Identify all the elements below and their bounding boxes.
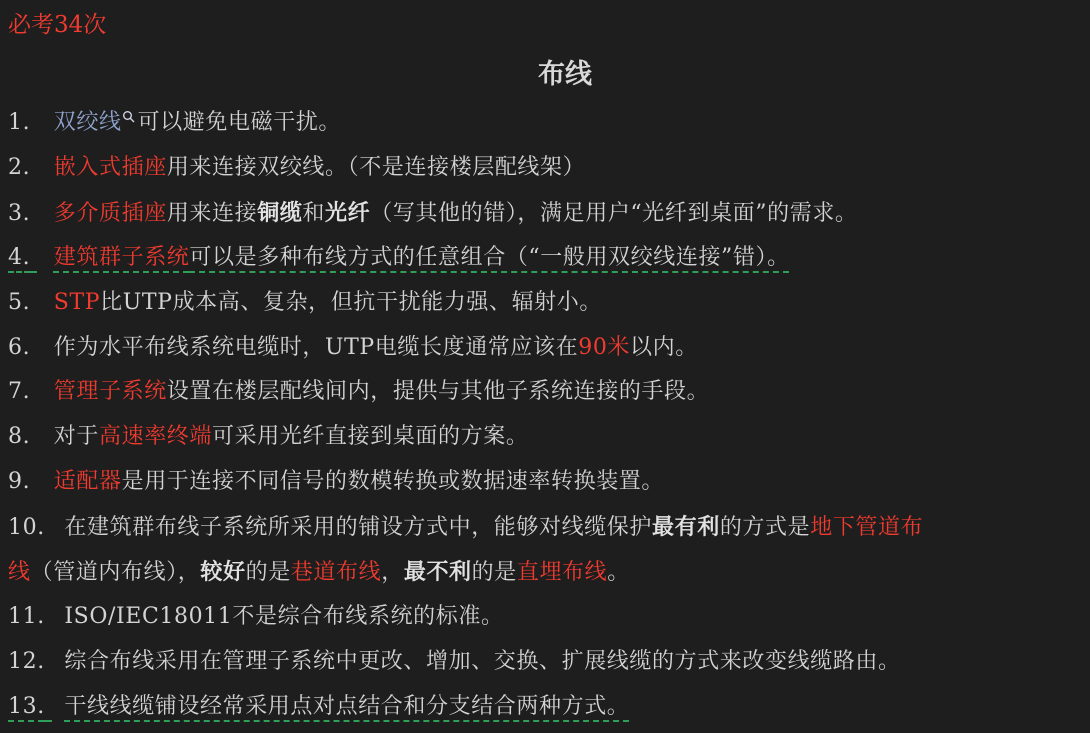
term-highlight: 90米 bbox=[578, 335, 631, 360]
item-number: 6. bbox=[8, 335, 31, 360]
term-highlight: 适配器 bbox=[53, 469, 122, 494]
term-link[interactable]: 双绞线 bbox=[53, 110, 122, 135]
item-text: 干线线缆铺设经常采用点对点结合和分支结合两种方式。 bbox=[64, 694, 630, 719]
list-item bbox=[8, 198, 858, 229]
term-highlight: 直埋布线 bbox=[516, 560, 608, 585]
item-text: 以内。 bbox=[630, 335, 698, 360]
item-number: 3. bbox=[8, 201, 31, 226]
item-text: 的方式是 bbox=[719, 515, 811, 540]
term-highlight: 地下管道布 bbox=[810, 515, 924, 540]
term-highlight: 建筑群子系统 bbox=[53, 245, 190, 270]
item-number: 9. bbox=[8, 469, 31, 494]
item-text: 设置在楼层配线间内，提供与其他子系统连接的手段。 bbox=[166, 379, 710, 404]
item-text: 对于 bbox=[53, 424, 99, 449]
term-highlight: 嵌入式插座 bbox=[53, 155, 167, 180]
item-text: 综合布线采用在管理子系统中更改、增加、交换、扩展线缆的方式来改变线缆路由。 bbox=[64, 649, 901, 674]
list-item bbox=[8, 692, 629, 722]
item-text: 是用于连接不同信号的数模转换或数据速率转换装置。 bbox=[121, 469, 665, 494]
item-number: 10. bbox=[8, 515, 45, 540]
list-item bbox=[8, 288, 602, 318]
header-note: 必考34次 bbox=[8, 12, 107, 38]
item-number: 5. bbox=[8, 290, 31, 315]
item-number: 11. bbox=[8, 604, 45, 629]
item-number: 13. bbox=[8, 694, 45, 719]
item-text: （写其他的错），满足用户“光纤到桌面”的需求。 bbox=[370, 201, 858, 226]
item-text: 可采用光纤直接到桌面的方案。 bbox=[212, 424, 529, 449]
item-text: 的是 bbox=[245, 560, 291, 585]
list-item bbox=[8, 377, 709, 407]
item-text: 和 bbox=[302, 201, 326, 226]
item-number: 4. bbox=[8, 245, 31, 270]
item-text: 的是 bbox=[471, 560, 517, 585]
item-number: 12. bbox=[8, 649, 45, 674]
bold-term: 铜缆 bbox=[257, 200, 303, 226]
item-text: ISO/IEC18011不是综合布线系统的标准。 bbox=[64, 604, 504, 629]
list-item bbox=[8, 512, 923, 543]
list-item bbox=[8, 243, 790, 273]
list-item bbox=[8, 467, 664, 497]
page-title: 布线 bbox=[538, 59, 592, 90]
list-item bbox=[8, 108, 341, 138]
list-item bbox=[8, 333, 698, 363]
item-text: 作为水平布线系统电缆时，UTP电缆长度通常应该在 bbox=[53, 335, 579, 360]
list-item bbox=[8, 647, 901, 677]
list-item-continued bbox=[8, 557, 630, 588]
term-highlight: 线 bbox=[8, 560, 31, 585]
item-number: 1. bbox=[8, 110, 31, 135]
item-number: 7. bbox=[8, 379, 31, 404]
item-text: （管道内布线）， bbox=[30, 560, 201, 585]
item-number: 2. bbox=[8, 155, 31, 180]
list-item bbox=[8, 602, 504, 632]
list-item bbox=[8, 422, 528, 452]
search-icon[interactable] bbox=[122, 110, 136, 124]
term-highlight: 高速率终端 bbox=[99, 424, 213, 449]
list-item bbox=[8, 153, 585, 183]
bold-term: 较好 bbox=[200, 559, 246, 585]
term-highlight: 管理子系统 bbox=[53, 379, 167, 404]
term-highlight: STP bbox=[53, 290, 101, 315]
item-text: 可以避免电磁干扰。 bbox=[137, 110, 342, 135]
term-highlight: 巷道布线 bbox=[290, 560, 382, 585]
bold-term: 光纤 bbox=[325, 200, 371, 226]
item-text: 用来连接双绞线。（不是连接楼层配线架） bbox=[166, 155, 586, 180]
item-text: ， bbox=[381, 560, 404, 585]
bold-term: 最有利 bbox=[652, 514, 720, 540]
item-text: 。 bbox=[607, 560, 630, 585]
item-text: 在建筑群布线子系统所采用的铺设方式中，能够对线缆保护 bbox=[64, 515, 652, 540]
item-number: 8. bbox=[8, 424, 31, 449]
term-highlight: 多介质插座 bbox=[53, 201, 167, 226]
bold-term: 最不利 bbox=[403, 559, 472, 585]
item-text: 用来连接 bbox=[166, 201, 258, 226]
item-text: 比UTP成本高、复杂，但抗干扰能力强、辐射小。 bbox=[100, 290, 602, 315]
item-text: 可以是多种布线方式的任意组合（“一般用双绞线连接”错）。 bbox=[189, 245, 790, 270]
